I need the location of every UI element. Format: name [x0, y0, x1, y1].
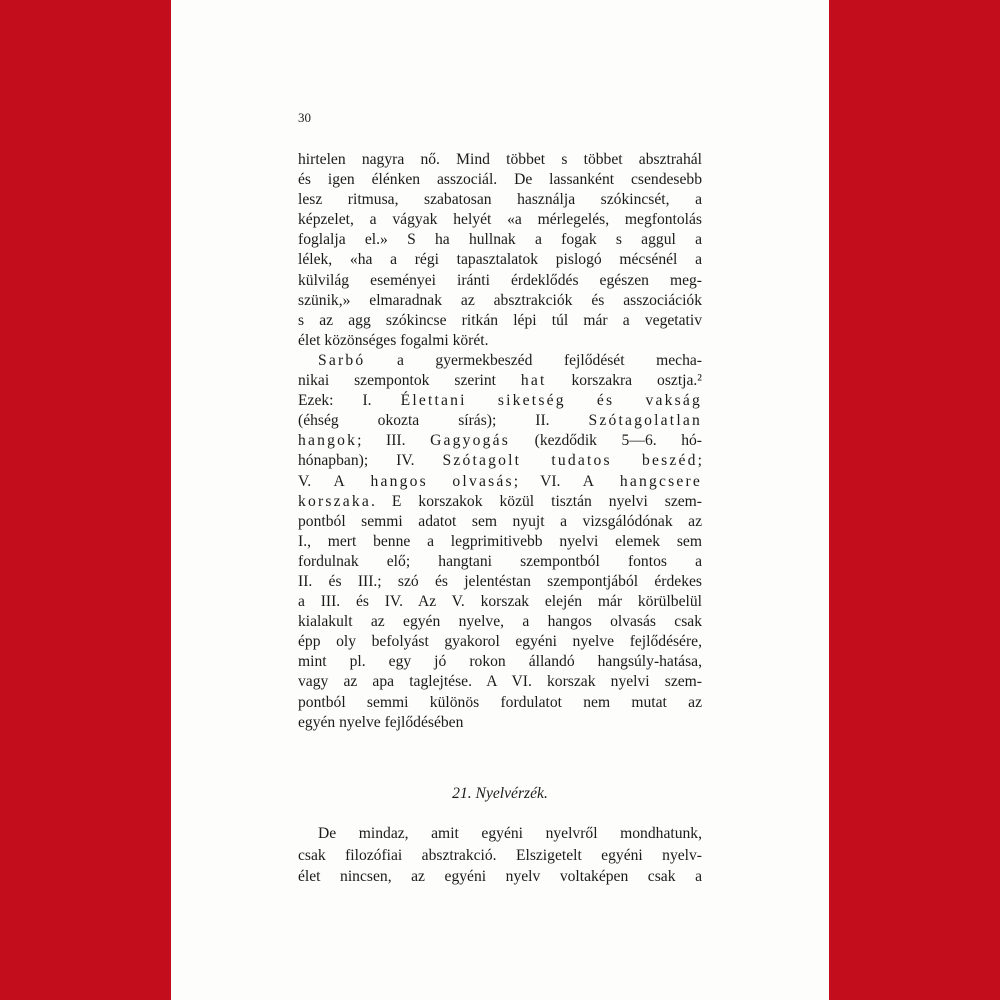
text-line: szünik,» elmaradnak az absztrakciók és asszociációk [298, 291, 702, 309]
spaced-emphasis: Szótagolt tudatos beszéd [442, 452, 698, 470]
text-run: ; [697, 452, 702, 470]
text-run: (éhség okozta sírás); II. [298, 412, 589, 430]
text-line: csak filozófiai absztrakció. Elszigetelt egyéni nyelv- [298, 846, 702, 864]
body-text [298, 150, 702, 733]
text-line [298, 431, 702, 451]
section-heading: 21. Nyelvérzék. [452, 785, 548, 802]
text-run: (kezdődik 5—6. hó- [510, 432, 703, 450]
text-line: a III. és IV. Az V. korszak elején már körülbelül [298, 593, 702, 611]
body-text-continued [298, 823, 702, 888]
text-line: épp oly befolyást gyakorol egyéni nyelve fejlődésére, [298, 633, 702, 651]
text-line [298, 492, 702, 512]
spaced-emphasis: Élettani siketség és vakság [400, 392, 703, 410]
spaced-emphasis: Sarbó [318, 351, 366, 369]
text-run: a gyermekbeszéd fejlődését mecha- [365, 351, 702, 369]
text-line [298, 451, 702, 471]
text-line: s az agg szókincse ritkán lépi túl már a vegetativ [298, 311, 702, 329]
text-line [298, 371, 702, 391]
text-run: ; VI. [513, 472, 583, 490]
text-line: pontból semmi adatot sem nyujt a vizsgálódónak az [298, 512, 702, 530]
spaced-emphasis: korszaka [298, 492, 372, 510]
text-run: hónapban); IV. [298, 452, 443, 470]
spaced-emphasis: A hangcsere [582, 472, 703, 490]
spaced-emphasis: hangok [298, 432, 358, 450]
text-run: ; III. [357, 432, 431, 450]
text-run: nikai szempontok szerint [298, 372, 521, 390]
text-run: . E korszakok közül tisztán nyelvi szem- [371, 492, 702, 510]
text-line: kialakult az egyén nyelve, a hangos olvasás csak [298, 613, 702, 631]
page-number: 30 [298, 110, 311, 125]
text-line: vagy az apa taglejtése. A VI. korszak nyelvi szem- [298, 673, 702, 691]
text-line: külvilág eseményei iránti érdeklődés egészen meg- [298, 271, 702, 289]
text-line: képzelet, a vágyak helyét «a mérlegelés, megfontolás [298, 211, 702, 229]
spaced-emphasis: Gagyogás [430, 432, 511, 450]
spaced-emphasis: hat [520, 372, 547, 390]
text-line: foglalja el.» S ha hullnak a fogak s aggul a [298, 231, 702, 249]
text-line: II. és III.; szó és jelentéstan szempontjából érdekes [298, 572, 702, 590]
text-line: élet nincsen, az egyéni nyelv voltaképen csak a [298, 868, 702, 885]
text-line [298, 472, 702, 492]
text-line: pontból semmi különös fordulatot nem mutat az [298, 693, 702, 711]
text-line: De mindaz, amit egyéni nyelvről mondhatunk, [318, 825, 702, 842]
spaced-emphasis: Szótagolatlan [588, 412, 702, 430]
text-line: és igen élénken asszociál. De lassanként csendesebb [298, 171, 702, 189]
text-run: korszakra osztja.² [546, 372, 702, 390]
text-line: egyén nyelve fejlődésében [298, 713, 464, 731]
text-line: fordulnak elő; hangtani szempontból fontos a [298, 552, 702, 570]
text-line [298, 411, 702, 431]
text-line [298, 351, 702, 371]
text-run: V. [298, 472, 334, 490]
text-line: hirtelen nagyra nő. Mind többet s többet absztrahál [298, 151, 702, 168]
text-line [298, 391, 702, 411]
spaced-emphasis: A hangos olvasás [333, 472, 514, 490]
text-line: lélek, «ha a régi tapasztalatok pislogó mécsénél a [298, 251, 702, 269]
text-run: Ezek: I. [298, 392, 401, 410]
text-line: élet közönséges fogalmi körét. [298, 331, 489, 349]
text-line: I., mert benne a legprimitivebb nyelvi elemek sem [298, 532, 702, 550]
text-line: lesz ritmusa, szabatosan használja szókincsét, a [298, 191, 702, 209]
text-line: mint pl. egy jó rokon állandó hangsúly-hatása, [298, 653, 702, 671]
